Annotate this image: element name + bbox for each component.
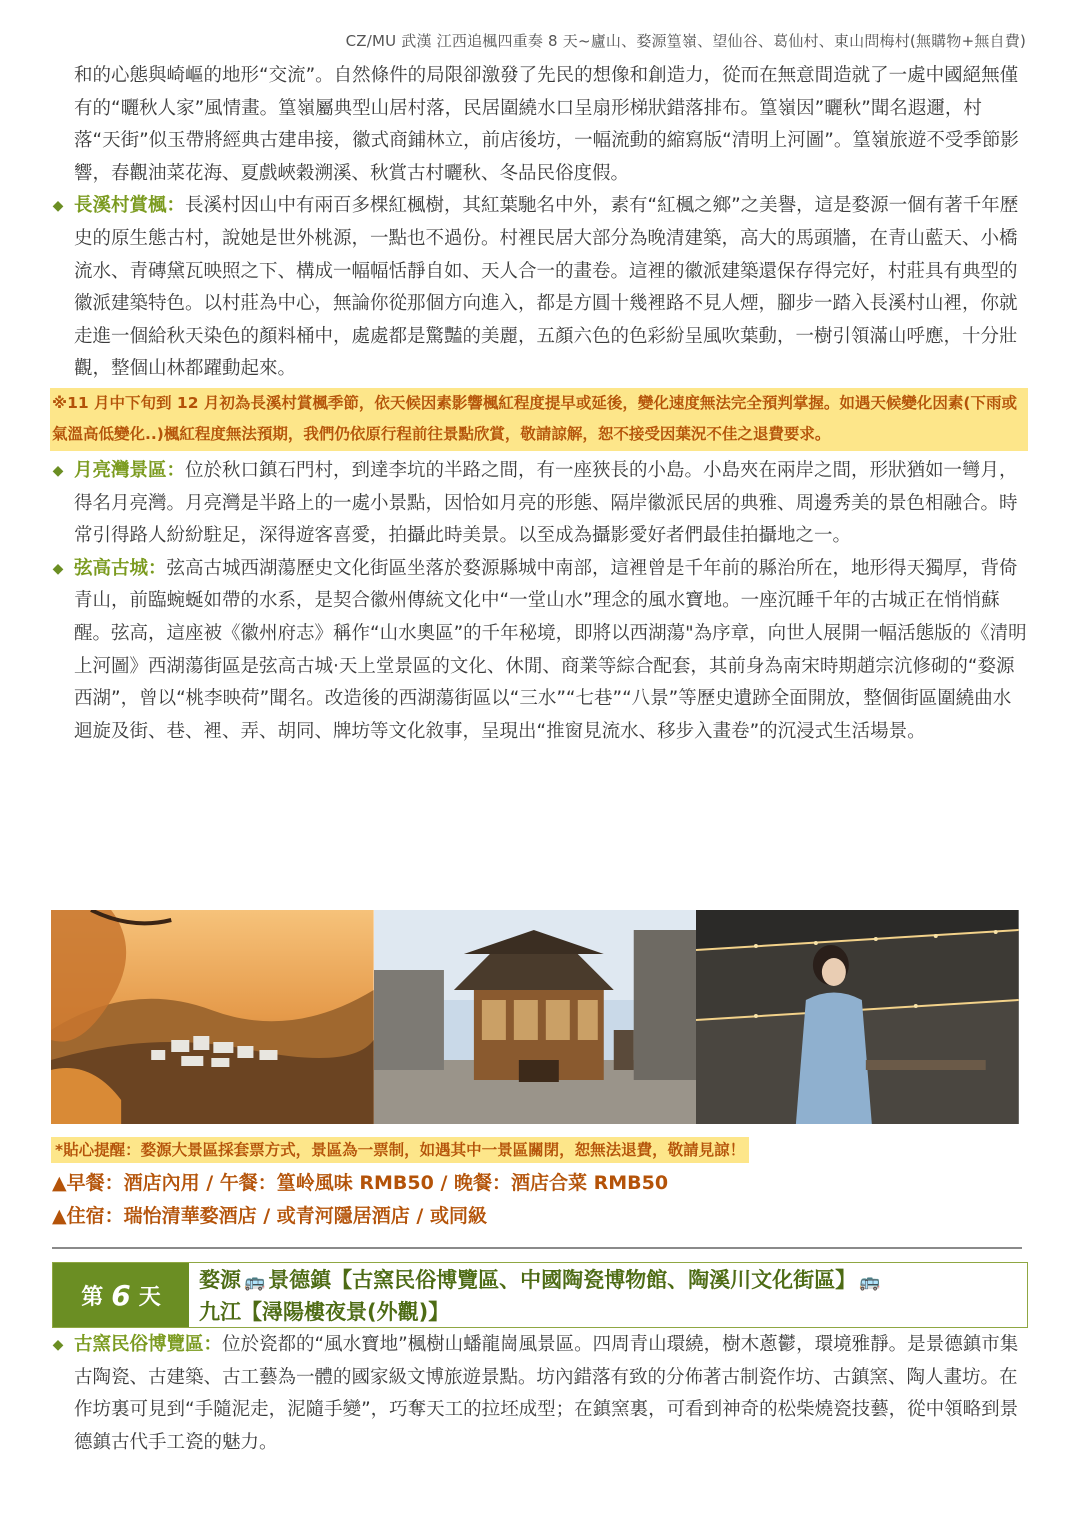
day-header xyxy=(52,1262,1028,1328)
item-tag: 古窯民俗博覽區： xyxy=(74,1334,223,1355)
photo-strip xyxy=(51,910,1019,1124)
list-item-xiangao xyxy=(50,553,1028,749)
item-text: 長溪村因山中有兩百多棵紅楓樹，其紅葉馳名中外，素有“紅楓之鄉”之美譽，這是婺源一個有著千年歷史的原生態古村，說她是世外桃源，一點也不過份。村裡民居大部分為晚清建築，高大的馬頭牆，在青山藍天、小橋流水、青磚黛瓦映照之下、構成一幅幅恬靜自如、天人合一的畫卷。這裡的徽派建築還保存得完好，村莊具有典型的徽派建築特色。以村莊為中心，無論你從那個方向進入，都是方圓十幾裡路不見人煙，腳步一踏入長溪村山裡，你就走進一個給秋天染色的顏料桶中，處處都是驚豔的美麗，五顏六色的色彩紛呈風吹葉動，一樹引領滿山呼應，十分壯觀，整個山林都躍動起來。 xyxy=(74,195,1019,380)
day-label xyxy=(53,1263,189,1327)
item-tag: 弦高古城： xyxy=(74,557,167,579)
item-text: 位於秋口鎮石門村，到達李坑的半路之間，有一座狹長的小島。小島夾在兩岸之間，形狀猶如一彎月，得名月亮灣。月亮灣是半路上的一處小景點，因恰如月亮的形態、隔岸徽派民居的典雅、周邊秀美的景色相融合。時常引得路人紛紛駐足，深得遊客喜愛，拍攝此時美景。以至成為攝影愛好者們最佳拍攝地之一。 xyxy=(74,459,1018,547)
document-header: CZ/MU 武漢 江西追楓四重奏 8 天~廬山、婺源篁嶺、望仙谷、葛仙村、東山問梅村(無購物+無自費) xyxy=(345,32,1026,50)
bus-icon: 🚌 xyxy=(859,1272,881,1292)
list-item-moon-bay xyxy=(50,455,1028,553)
day-title xyxy=(189,1263,1027,1327)
bus-icon: 🚌 xyxy=(244,1272,266,1292)
list-item-ancient-kiln xyxy=(50,1329,1028,1459)
main-content xyxy=(50,60,1028,748)
item-text: 弦高古城西湖蕩歷史文化街區坐落於婺源縣城中南部，這裡曾是千年前的縣治所在，地形得天獨厚，背倚青山，前臨蜿蜒如帶的水系，是契合徽州傳統文化中“一堂山水”理念的風水寶地。一座沉睡千年的古城正在悄悄蘇醒。弦高，這座被《徽州府志》稱作“山水奧區”的千年秘境，即將以西湖蕩"為序章，向世人展開一幅活態版的《清明上河圖》西湖蕩街區是弦高古城·天上堂景區的文化、休閒、商業等綜合配套，其前身為南宋時期趙宗沆修砌的“婺源西湖”，曾以“桃李映荷”聞名。改造後的西湖蕩街區以“三水”“七巷”“八景”等歷史遺跡全面開放，整個街區圍繞曲水迴旋及街、巷、裡、弄、胡同、牌坊等文化敘事，呈現出“推窗見流水、移步入畫卷”的沉浸式生活場景。 xyxy=(74,557,1027,742)
diamond-bullet-icon: ◆ xyxy=(52,560,64,577)
item-tag: 長溪村賞楓： xyxy=(74,195,186,217)
photo-woman-night-roofs xyxy=(696,910,1019,1124)
day-title-part3: 九江【潯陽樓夜景(外觀)】 xyxy=(199,1300,450,1324)
maple-season-note: ※11 月中下旬到 12 月初為長溪村賞楓季節，依天候因素影響楓紅程度提早或延後，變化速度無法完全預判掌握。如遇天候變化因素(下雨或氣溫高低變化..)楓紅程度無法預期，我們仍依原行程前往景點欣賞，敬請諒解，恕不接受因葉況不佳之退費要求。 xyxy=(50,388,1028,451)
day-suffix: 天 xyxy=(138,1284,161,1310)
photo-autumn-village xyxy=(51,910,374,1124)
section-divider xyxy=(52,1247,1022,1249)
item-tag: 月亮灣景區： xyxy=(74,459,186,481)
day-number: 6 xyxy=(111,1278,131,1312)
day-prefix: 第 xyxy=(81,1284,104,1310)
diamond-bullet-icon: ◆ xyxy=(52,462,64,479)
item-text: 位於瓷都的“風水寶地”楓樹山蟠龍崗風景區。四周青山環繞，樹木蔥鬱，環境雅靜。是景德鎮市集古陶瓷、古建築、古工藝為一體的國家級文博旅遊景點。坊內錯落有致的分佈著古制瓷作坊、古鎮窯、陶人畫坊。在作坊裏可見到“手隨泥走，泥隨手變”，巧奪天工的拉坯成型；在鎮窯裏，可看到神奇的松柴燒瓷技藝，從中領略到景德鎮古代手工瓷的魅力。 xyxy=(74,1334,1019,1453)
day-title-part1: 婺源 xyxy=(199,1268,241,1292)
ticket-tip: *貼心提醒：婺源大景區採套票方式，景區為一票制，如遇其中一景區關閉，恕無法退費，敬請見諒！ xyxy=(51,1137,749,1163)
day-title-part2: 景德鎮【古窯民俗博覽區、中國陶瓷博物館、陶溪川文化街區】 xyxy=(268,1268,857,1292)
hotel-line: ▲住宿：瑞怡清華婺酒店 / 或青河隱居酒店 / 或同級 xyxy=(52,1205,487,1227)
diamond-bullet-icon: ◆ xyxy=(52,1337,64,1353)
photo-ancient-street xyxy=(374,910,697,1124)
diamond-bullet-icon: ◆ xyxy=(52,198,64,215)
day-content xyxy=(50,1329,1028,1459)
list-item-changxi xyxy=(50,190,1028,386)
intro-paragraph: 和的心態與崎嶇的地形“交流”。自然條件的局限卻激發了先民的想像和創造力，從而在無意間造就了一處中國絕無僅有的“曬秋人家”風情畫。篁嶺屬典型山居村落，民居圍繞水口呈扇形梯狀錯落排布。篁嶺因”曬秋”聞名遐邇，村落“天街”似玉帶將經典古建串接，徽式商鋪林立，前店後坊，一幅流動的縮寫版“清明上河圖”。篁嶺旅遊不受季節影響，春觀油菜花海、夏戲峽穀溯溪、秋賞古村曬秋、冬品民俗度假。 xyxy=(74,65,1019,184)
meals-line: ▲早餐：酒店內用 / 午餐：篁岭風味 RMB50 / 晚餐：酒店合菜 RMB50 xyxy=(52,1172,669,1194)
